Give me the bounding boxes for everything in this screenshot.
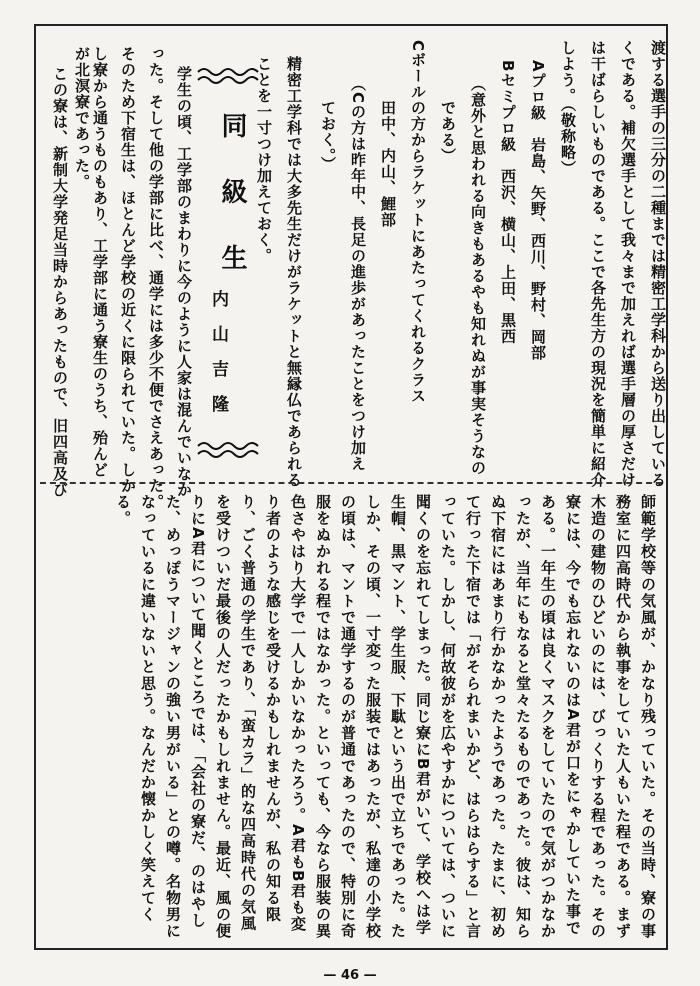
text-column: った。そして他の学部に比べ、通学には多少不便でさえあった。: [147, 46, 165, 510]
text-column: である）: [439, 100, 457, 164]
text-column: ておく。）: [319, 100, 337, 173]
text-column: しよう。（敬称略）: [559, 40, 577, 177]
text-column: 渡する選手の三分の二種までは精密工学科から送り出している: [649, 40, 667, 488]
text-column: が北溟寮であった。: [73, 46, 91, 190]
text-column: Aプロ級 岩島、矢野、西川、野村、岡部: [529, 60, 547, 361]
text-column: そのため下宿生は、ほとんど学校の近くに限られていた。しか: [119, 46, 137, 494]
article-author: 内山吉隆: [208, 290, 228, 430]
text-column: し寮から通うものもあり、工学部に通う寮生のうち、殆んど: [91, 46, 109, 478]
text-column: （Cの方は昨年中、長足の進歩があったことをつけ加え: [349, 76, 367, 473]
wavy-rule-bottom: [196, 440, 262, 460]
text-column: 精密工学科では大多先生だけがラケットと無縁仏であられる: [285, 56, 303, 488]
text-column: Cボールの方からラケットにあたってくれるクラス: [409, 40, 427, 405]
section-divider: [40, 482, 662, 484]
text-column: は干ばらしいものである。ここで各先生方の現況を簡単に紹介: [589, 40, 607, 488]
text-column: この寮は、新制大学発足当時からあったもので、旧四高及び: [51, 66, 69, 498]
page-number: — 46 —: [323, 968, 377, 983]
text-column: 田中、内山、鯉部: [379, 100, 397, 228]
text-column: ことを一寸つけ加えておく。: [255, 56, 273, 264]
text-column: Bセミプロ級 西沢、横山、上田、黒西: [499, 60, 517, 345]
article-heading: 同級生: [217, 112, 247, 310]
text-column: 学生の頃、工学部のまわりに今のように人家は混んでいなか: [175, 66, 193, 498]
text-column: くである。補欠選手として我々まで加えれば選手層の厚さだけ: [619, 40, 637, 488]
wavy-rule-top: [196, 66, 262, 86]
body-text-bottom: 師範学校等の気風が、かなり残っていた。その当時、寮の事務室に四高時代から執事をしていた人もいた程である。まず木造の建物のひどいのには、びっくりする程であった。その寮には、今でも忘れないのはA君が口をにゃかしていた事である。一年生の頃は良くマスクをしていたので気がつかなかったが、当年にもなると堂々たるものであった。彼は、知らぬ下宿にはあまり行かなかったようであった。たまに、初めて行った下宿では「がそられまいかど、はらはらする」と言っていた。しかし、何故彼がを広やすかについては、ついに聞くのを忘れてしまった。同じ寮にB君がいて、学校へは学生帽、黒マント、学生服、下駄という出で立ちであった。たしか、その頃、一寸変った服装ではあったが、私達の小学校の頃は、マントで通学するのが普通であったので、特別に奇服をぬかれる程ではなかった。といっても、今なら服装の異色さやはり大学で一人しかいなかったろう。A君もB君も変り者のような感じを受けるかもしれませんが、私の知る限り、ごく普通の学生であり、「蛮カラ」的な四高時代の気風を受けついだ最後の人だったかもしれません。最近、風の便りにA君について聞くところでは、「会社の寮だ、のはやした、めっぽうマージャンの強い男がいる」との噂。名物男になっているに違いないと思う。なんだか懐かしく笑えてくる。: [114, 494, 657, 940]
text-column: （意外と思われる向きもあるやも知れぬが事実そうなの: [469, 76, 487, 476]
